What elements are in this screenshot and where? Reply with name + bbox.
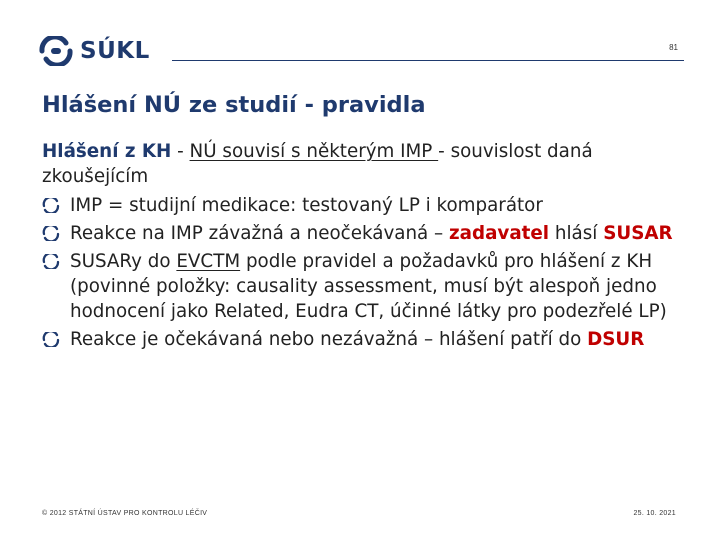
bullet-text: Reakce je očekávaná nebo nezávažná – hlášení patří do <box>70 329 588 350</box>
slide-title: Hlášení NÚ ze studií - pravidla <box>42 92 426 118</box>
intro-rest: - souvislost daná zkoušejícím <box>42 141 593 187</box>
bullet-highlight: DSUR <box>587 329 645 350</box>
bullet-text: Reakce na IMP závažná a neočekávaná – <box>70 223 450 244</box>
bullet-icon <box>42 226 60 241</box>
slide-body <box>42 139 682 352</box>
bullet-item <box>42 193 682 218</box>
intro-paragraph <box>42 139 682 189</box>
sukl-logo <box>38 34 150 68</box>
bullet-icon <box>42 198 60 213</box>
bullet-item <box>42 221 682 246</box>
footer-date: 25. 10. 2021 <box>633 510 676 517</box>
bullet-underlined: EVCTM <box>176 251 241 272</box>
bullet-text: SUSARy do <box>70 251 177 272</box>
bullet-highlight: SUSAR <box>603 223 673 244</box>
sukl-logo-icon <box>38 36 74 66</box>
page-number: 81 <box>669 43 678 52</box>
intro-separator: - <box>171 141 190 162</box>
bullet-text: IMP = studijní medikace: testovaný LP i komparátor <box>70 195 543 216</box>
bullet-item <box>42 327 682 352</box>
bullet-item <box>42 249 682 324</box>
bullet-highlight: zadavatel <box>449 223 550 244</box>
header-divider <box>172 60 684 61</box>
intro-lead: Hlášení z KH <box>42 141 172 162</box>
bullet-text: hlásí <box>549 223 604 244</box>
logo-wordmark: SÚKL <box>80 38 150 64</box>
bullet-icon <box>42 332 60 347</box>
bullet-text: podle pravidel a požadavků pro hlášení z KH (povinné položky: causality assessment, musí být alespoň jedno hodnocení jako Related, Eudra CT, účinné látky pro podezřelé LP) <box>70 251 667 322</box>
footer-copyright: © 2012 STÁTNÍ ÚSTAV PRO KONTROLU LÉČIV <box>42 510 208 517</box>
intro-underlined: NÚ souvisí s některým IMP <box>189 141 439 162</box>
bullet-icon <box>42 254 60 269</box>
